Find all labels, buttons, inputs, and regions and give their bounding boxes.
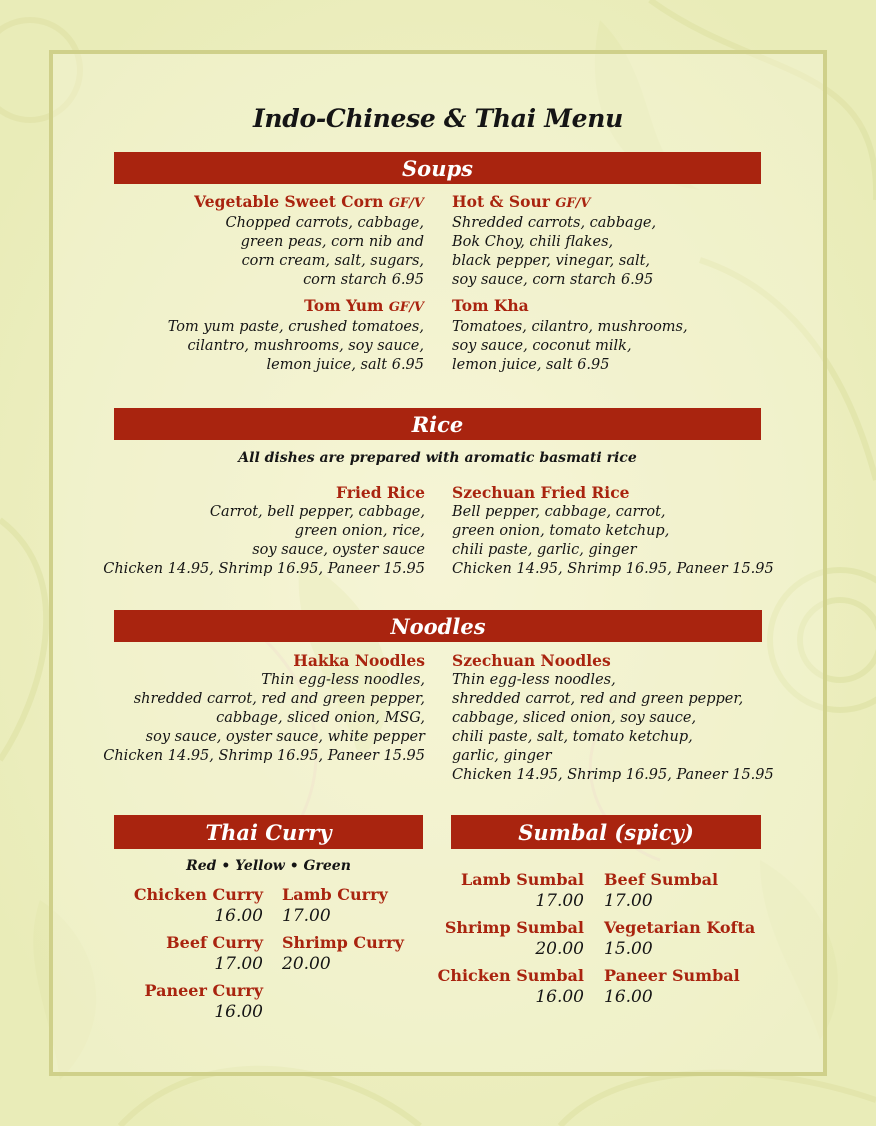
sumbal-header: Sumbal (spicy) (451, 815, 761, 849)
menu-item (436, 869, 584, 912)
menu-item (604, 965, 772, 1008)
menu-item (436, 965, 584, 1008)
menu-item (114, 932, 263, 975)
rice-header: Rice (114, 408, 761, 440)
item-name: Beef Curry (166, 933, 263, 952)
menu-title: Indo-Chinese & Thai Menu (253, 104, 623, 133)
sumbal-right-column (604, 869, 772, 1013)
item-name: Szechuan Fried Rice (452, 483, 630, 502)
item-name: Vegetarian Kofta (604, 918, 756, 937)
menu-item (604, 869, 772, 912)
item-name: Vegetable Sweet Corn GF/V (194, 192, 424, 211)
menu-item (452, 192, 762, 290)
rice-right-column (452, 483, 777, 579)
item-name: Tom Kha (452, 296, 529, 315)
soups-right-column (452, 192, 762, 375)
item-name: Beef Sumbal (604, 870, 719, 889)
item-name: Hakka Noodles (293, 651, 425, 670)
soups-header: Soups (114, 152, 761, 184)
item-description: Thin egg-less noodles, shredded carrot, red and green pepper, cabbage, sliced onion, MSG, soy sauce, oyster sauce, white pepper Chicken 14.95, Shrimp 16.95, Paneer 15.95 (103, 672, 425, 764)
item-description: Bell pepper, cabbage, carrot, green onion, tomato ketchup, chili paste, garlic, ginger Chicken 14.95, Shrimp 16.95, Paneer 15.95 (452, 504, 774, 577)
item-name: Lamb Curry (282, 885, 388, 904)
item-name: Chicken Curry (133, 885, 263, 904)
item-name: Shrimp Curry (282, 933, 404, 952)
item-name: Lamb Sumbal (460, 870, 584, 889)
item-name: Hot & Sour GF/V (452, 192, 591, 211)
item-price: 15.00 (604, 939, 653, 959)
menu-item (436, 917, 584, 960)
item-name: Tom Yum GF/V (304, 296, 424, 315)
item-price: 16.00 (214, 1002, 263, 1022)
item-price: 17.00 (214, 954, 263, 974)
item-name: Fried Rice (336, 483, 425, 502)
menu-item (114, 884, 263, 927)
sumbal-left-column (436, 869, 584, 1013)
soups-left-column (114, 192, 424, 375)
menu-item (114, 296, 424, 375)
item-name: Paneer Sumbal (604, 966, 740, 985)
item-price: 16.00 (535, 987, 584, 1007)
item-price: 16.00 (604, 987, 653, 1007)
item-description: Shredded carrots, cabbage, Bok Choy, chili flakes, black pepper, vinegar, salt, soy sauce, corn starch 6.95 (452, 215, 657, 288)
item-price: 20.00 (535, 939, 584, 959)
item-name: Szechuan Noodles (452, 651, 611, 670)
thai-curry-header: Thai Curry (114, 815, 423, 849)
noodles-header: Noodles (114, 610, 762, 642)
item-description: Chopped carrots, cabbage, green peas, corn nib and corn cream, salt, sugars, corn starch 6.95 (225, 215, 424, 288)
item-description: Thin egg-less noodles, shredded carrot, red and green pepper, cabbage, sliced onion, soy sauce, chili paste, salt, tomato ketchup, garlic, ginger Chicken 14.95, Shrimp 16.95, Paneer 15.95 (452, 672, 774, 783)
item-price: 17.00 (535, 891, 584, 911)
menu-item (114, 192, 424, 290)
menu-item (282, 932, 422, 975)
menu-item (452, 296, 762, 375)
item-name: Paneer Curry (144, 981, 263, 1000)
curry-varieties: Red • Yellow • Green (186, 858, 351, 874)
item-description: Tomatoes, cilantro, mushrooms, soy sauce, coconut milk, lemon juice, salt 6.95 (452, 319, 688, 373)
menu-item (114, 980, 263, 1023)
item-description: Carrot, bell pepper, cabbage, green onion, rice, soy sauce, oyster sauce Chicken 14.95, Shrimp 16.95, Paneer 15.95 (103, 504, 425, 577)
rice-note: All dishes are prepared with aromatic basmati rice (238, 450, 637, 466)
item-description: Tom yum paste, crushed tomatoes, cilantro, mushrooms, soy sauce, lemon juice, salt 6.95 (167, 319, 424, 373)
rice-left-column (100, 483, 425, 579)
item-price: 16.00 (214, 906, 263, 926)
item-price: 17.00 (604, 891, 653, 911)
thai-curry-left-column (114, 884, 263, 1028)
menu-item (604, 917, 772, 960)
item-price: 17.00 (282, 906, 331, 926)
item-name: Shrimp Sumbal (444, 918, 584, 937)
menu-item (282, 884, 422, 927)
noodles-left-column (100, 651, 425, 766)
item-name: Chicken Sumbal (437, 966, 584, 985)
item-price: 20.00 (282, 954, 331, 974)
noodles-right-column (452, 651, 777, 785)
thai-curry-right-column (282, 884, 422, 980)
